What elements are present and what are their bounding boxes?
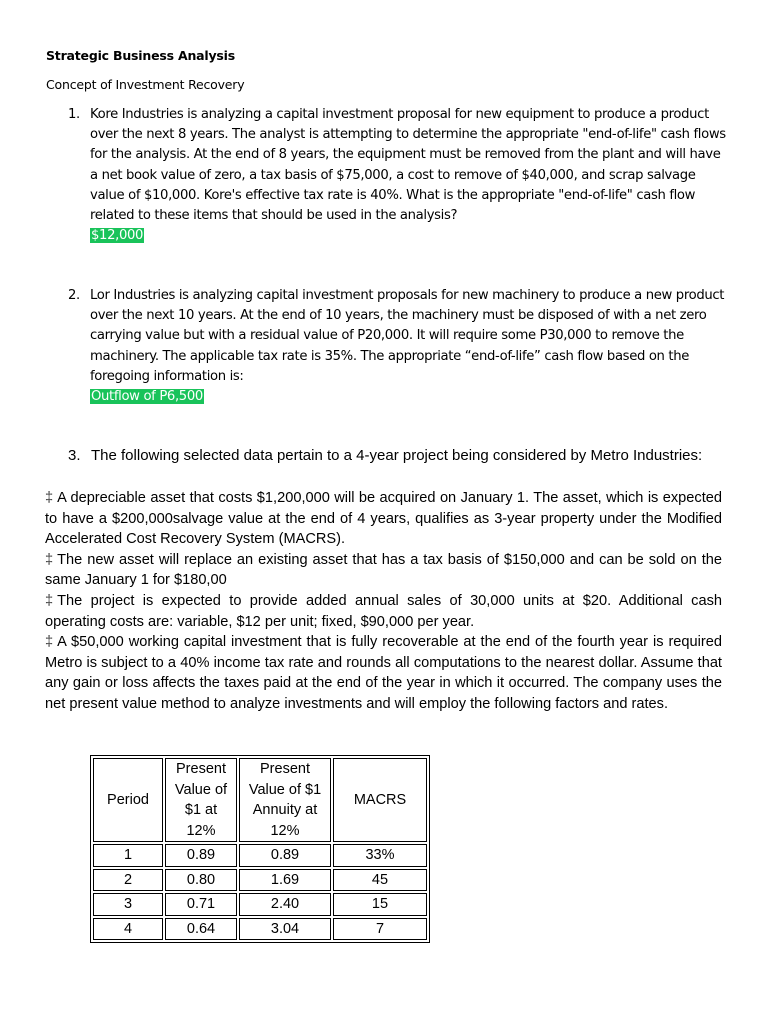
document-title: Strategic Business Analysis — [46, 48, 235, 63]
table-cell: 1.69 — [239, 869, 331, 892]
factors-table — [90, 755, 430, 943]
table-cell: 45 — [333, 869, 427, 892]
column-header-pv: Present Value of $1 at 12% — [165, 758, 237, 842]
dagger-bullet-icon: ‡ — [45, 592, 54, 609]
table-cell: 0.64 — [165, 918, 237, 941]
dagger-bullet-icon: ‡ — [45, 634, 54, 651]
question-number: 1. — [68, 107, 80, 122]
table-row — [93, 893, 427, 916]
list-item — [45, 591, 722, 632]
column-header-macrs: MACRS — [333, 758, 427, 842]
table-cell: 0.80 — [165, 869, 237, 892]
question-number: 3. — [68, 447, 81, 464]
document-subtitle: Concept of Investment Recovery — [46, 77, 245, 92]
table-cell: 1 — [93, 844, 163, 867]
answer-highlight: Outflow of P6,500 — [91, 389, 203, 405]
column-header-pv-annuity: Present Value of $1 Annuity at 12% — [239, 758, 331, 842]
table-cell: 4 — [93, 918, 163, 941]
table-cell: 33% — [333, 844, 427, 867]
table-cell: 15 — [333, 893, 427, 916]
dagger-bullet-icon: ‡ — [45, 551, 54, 568]
question-1 — [68, 105, 728, 246]
table-cell: 0.89 — [165, 844, 237, 867]
list-item-text: A depreciable asset that costs $1,200,000 will be acquired on January 1. The asset, which is expected to have a $200,000salvage value at the end of 4 years, qualifies as 3-year property under the Modified Accelerated Cost Recovery System (MACRS). — [45, 490, 722, 548]
dagger-bullet-icon: ‡ — [45, 490, 54, 506]
table-row — [93, 844, 427, 867]
table-cell: 3.04 — [239, 918, 331, 941]
table-header-row — [93, 758, 427, 842]
table-cell: 0.71 — [165, 893, 237, 916]
table-cell: 2.40 — [239, 893, 331, 916]
list-item — [45, 488, 722, 550]
table-cell: 7 — [333, 918, 427, 941]
list-item-text: The new asset will replace an existing asset that has a tax basis of $150,000 and can be sold on the same January 1 for $180,00 — [45, 551, 722, 589]
table-cell: 3 — [93, 893, 163, 916]
column-header-period: Period — [93, 758, 163, 842]
question-number: 2. — [68, 288, 80, 303]
list-item-text: The project is expected to provide added annual sales of 30,000 units at $20. Additional cash operating costs are: variable, $12 per unit; fixed, $90,000 per year. — [45, 592, 722, 630]
table-row — [93, 918, 427, 941]
table-cell: 0.89 — [239, 844, 331, 867]
list-item — [45, 550, 722, 591]
question-text: The following selected data pertain to a 4-year project being considered by Metro Industries: — [91, 447, 703, 464]
question-text: Lor Industries is analyzing capital investment proposals for new machinery to produce a new product over the next 10 years. At the end of 10 years, the machinery must be disposed of with a net zero carrying value but with a residual value of P20,000. It will require some P30,000 to remove the machinery. The applicable tax rate is 35%. The appropriate “end-of-life” cash flow based on the foregoing information is: — [90, 288, 725, 384]
project-data-list — [45, 488, 722, 715]
question-3 — [68, 447, 702, 464]
question-text: Kore Industries is analyzing a capital investment proposal for new equipment to produce a product over the next 8 years. The analyst is attempting to determine the appropriate "end-of-life" cash flows for the analysis. At the end of 8 years, the equipment must be removed from the plant and will have a net book value of zero, a tax basis of $75,000, a cost to remove of $40,000, and scrap salvage value of $10,000. Kore's effective tax rate is 40%. What is the appropriate "end-of-life" cash flow related to these items that should be used in the analysis? — [90, 107, 726, 224]
table-cell: 2 — [93, 869, 163, 892]
list-item — [45, 632, 722, 714]
table-row — [93, 869, 427, 892]
answer-highlight: $12,000 — [91, 228, 144, 244]
list-item-text: A $50,000 working capital investment that is fully recoverable at the end of the fourth year is required Metro is subject to a 40% income tax rate and rounds all computations to the nearest dollar. Assume that any gain or loss affects the taxes paid at the end of the year in which it occurred. The company uses the net present value method to analyze investments and will employ the following factors and rates. — [45, 634, 722, 712]
question-2 — [68, 286, 728, 407]
